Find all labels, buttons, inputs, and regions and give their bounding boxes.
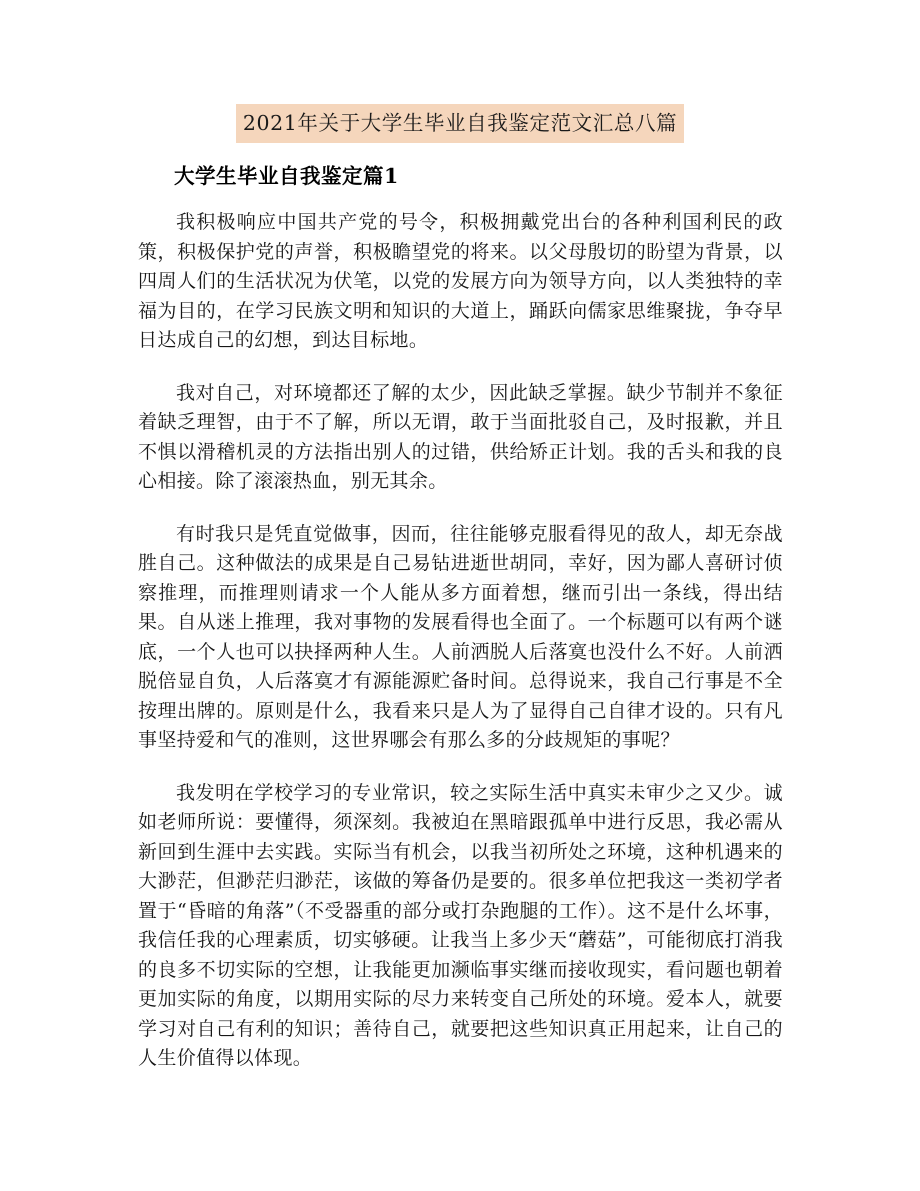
document-body xyxy=(138,208,783,1074)
body-paragraph: 我积极响应中国共产党的号令，积极拥戴党出台的各种利国利民的政策，积极保护党的声誉，积极瞻望党的将来。以父母殷切的盼望为背景，以四周人们的生活状况为伏笔，以党的发展方向为领导方向，以人类独特的幸福为目的，在学习民族文明和知识的大道上，踊跃向儒家思维聚拢，争夺早日达成自己的幻想，到达目标地。 xyxy=(138,211,783,351)
document-title: 2021年关于大学生毕业自我鉴定范文汇总八篇 xyxy=(236,104,684,143)
body-paragraph: 有时我只是凭直觉做事，因而，往往能够克服看得见的敌人，却无奈战胜自己。这种做法的成果是自己易钻进逝世胡同，幸好，因为鄙人喜研讨侦察推理，而推理则请求一个人能从多方面着想，继而引出一条线，得出结果。自从迷上推理，我对事物的发展看得也全面了。一个标题可以有两个谜底，一个人也可以抉择两种人生。人前洒脱人后落寞也没什么不好。人前洒脱倍显自负，人后落寞才有源能源贮备时间。总得说来，我自己行事是不全按理出牌的。原则是什么，我看来只是人为了显得自己自律才设的。只有凡事坚持爱和气的准则，这世界哪会有那么多的分歧规矩的事呢？ xyxy=(138,522,783,751)
document-title-row xyxy=(0,104,920,143)
section-heading: 大学生毕业自我鉴定篇1 xyxy=(174,164,399,188)
body-paragraph: 我对自己，对环境都还了解的太少，因此缺乏掌握。缺少节制并不象征着缺乏理智，由于不了解，所以无谓，敢于当面批驳自己，及时报歉，并且不惧以滑稽机灵的方法指出别人的过错，供给矫正计划。我的舌头和我的良心相接。除了滚滚热血，别无其余。 xyxy=(138,381,783,492)
body-paragraph: 我发明在学校学习的专业常识，较之实际生活中真实未审少之又少。诚如老师所说：要懂得，须深刻。我被迫在黑暗跟孤单中进行反思，我必需从新回到生涯中去实践。实际当有机会，以我当初所处之环境，这种机遇来的大渺茫，但渺茫归渺茫，该做的筹备仍是要的。很多单位把我这一类初学者置于“昏暗的角落”（不受器重的部分或打杂跑腿的工作）。这不是什么坏事，我信任我的心理素质，切实够硬。让我当上多少天“蘑菇”，可能彻底打消我的良多不切实际的空想，让我能更加濒临事实继而接收现实，看问题也朝着更加实际的角度，以期用实际的尽力来转变自己所处的环境。爱本人，就要学习对自己有利的知识；善待自己，就要把这些知识真正用起来，让自己的人生价值得以体现。 xyxy=(138,781,783,1069)
